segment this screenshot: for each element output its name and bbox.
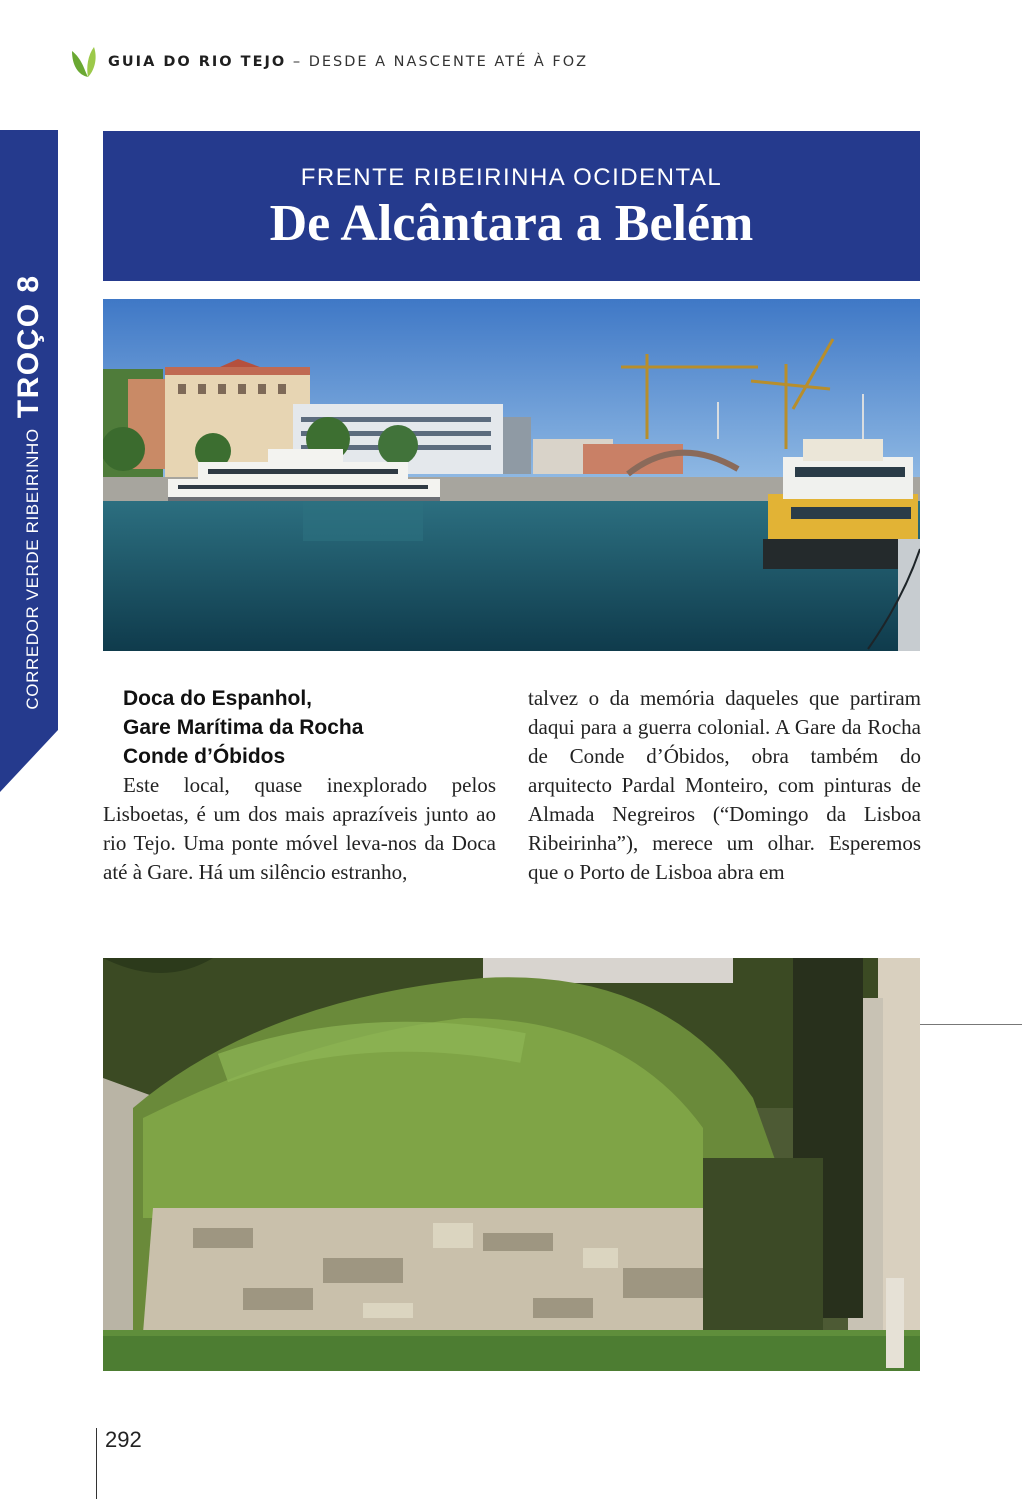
running-header (68, 42, 588, 82)
rock-wall-photo (103, 958, 920, 1371)
paragraph-right: talvez o da memória daqueles que partiram daqui para a guerra colonial. A Gare da Rocha de Conde d’Óbidos, obra também do arquitecto Pardal Monteiro, com pinturas de Almada Negreiros (“Domingo da Lisboa Ribeirinha”), merece um olhar. Esperemos que o Porto de Lisboa abra em (528, 686, 921, 884)
guide-subtitle: DESDE A NASCENTE ATÉ À FOZ (308, 54, 589, 70)
guide-title: GUIA DO RIO TEJO (108, 54, 287, 70)
paragraph-left: Este local, quase inexplorado pelos Lisboetas, é um dos mais aprazíveis junto ao rio Tejo. Uma ponte móvel leva-nos da Doca até à Gare. Há um silêncio estranho, (103, 773, 496, 884)
margin-rule (920, 1024, 1022, 1025)
harbor-photo (103, 299, 920, 651)
corridor-label: CORREDOR VERDE RIBEIRINHO (23, 428, 42, 710)
title-banner (103, 131, 920, 281)
page-title: De Alcântara a Belém (269, 195, 754, 252)
heading-line-1: Doca do Espanhol, (123, 687, 313, 710)
stretch-label: TROÇO 8 (12, 274, 45, 419)
header-text (108, 54, 588, 70)
section-heading (123, 684, 496, 771)
side-tab-label (12, 274, 46, 709)
section-kicker: FRENTE RIBEIRINHA OCIDENTAL (300, 164, 723, 191)
page-number: 292 (105, 1427, 142, 1452)
text-column-right (528, 684, 921, 887)
side-chapter-tab (0, 130, 58, 792)
heading-line-2: Gare Marítima da Rocha (123, 716, 364, 739)
heading-line-3: Conde d’Óbidos (123, 745, 286, 768)
text-column-left (103, 684, 496, 887)
page-number-rule (96, 1428, 97, 1499)
header-separator: – (286, 54, 309, 70)
leaf-icon (68, 45, 100, 79)
